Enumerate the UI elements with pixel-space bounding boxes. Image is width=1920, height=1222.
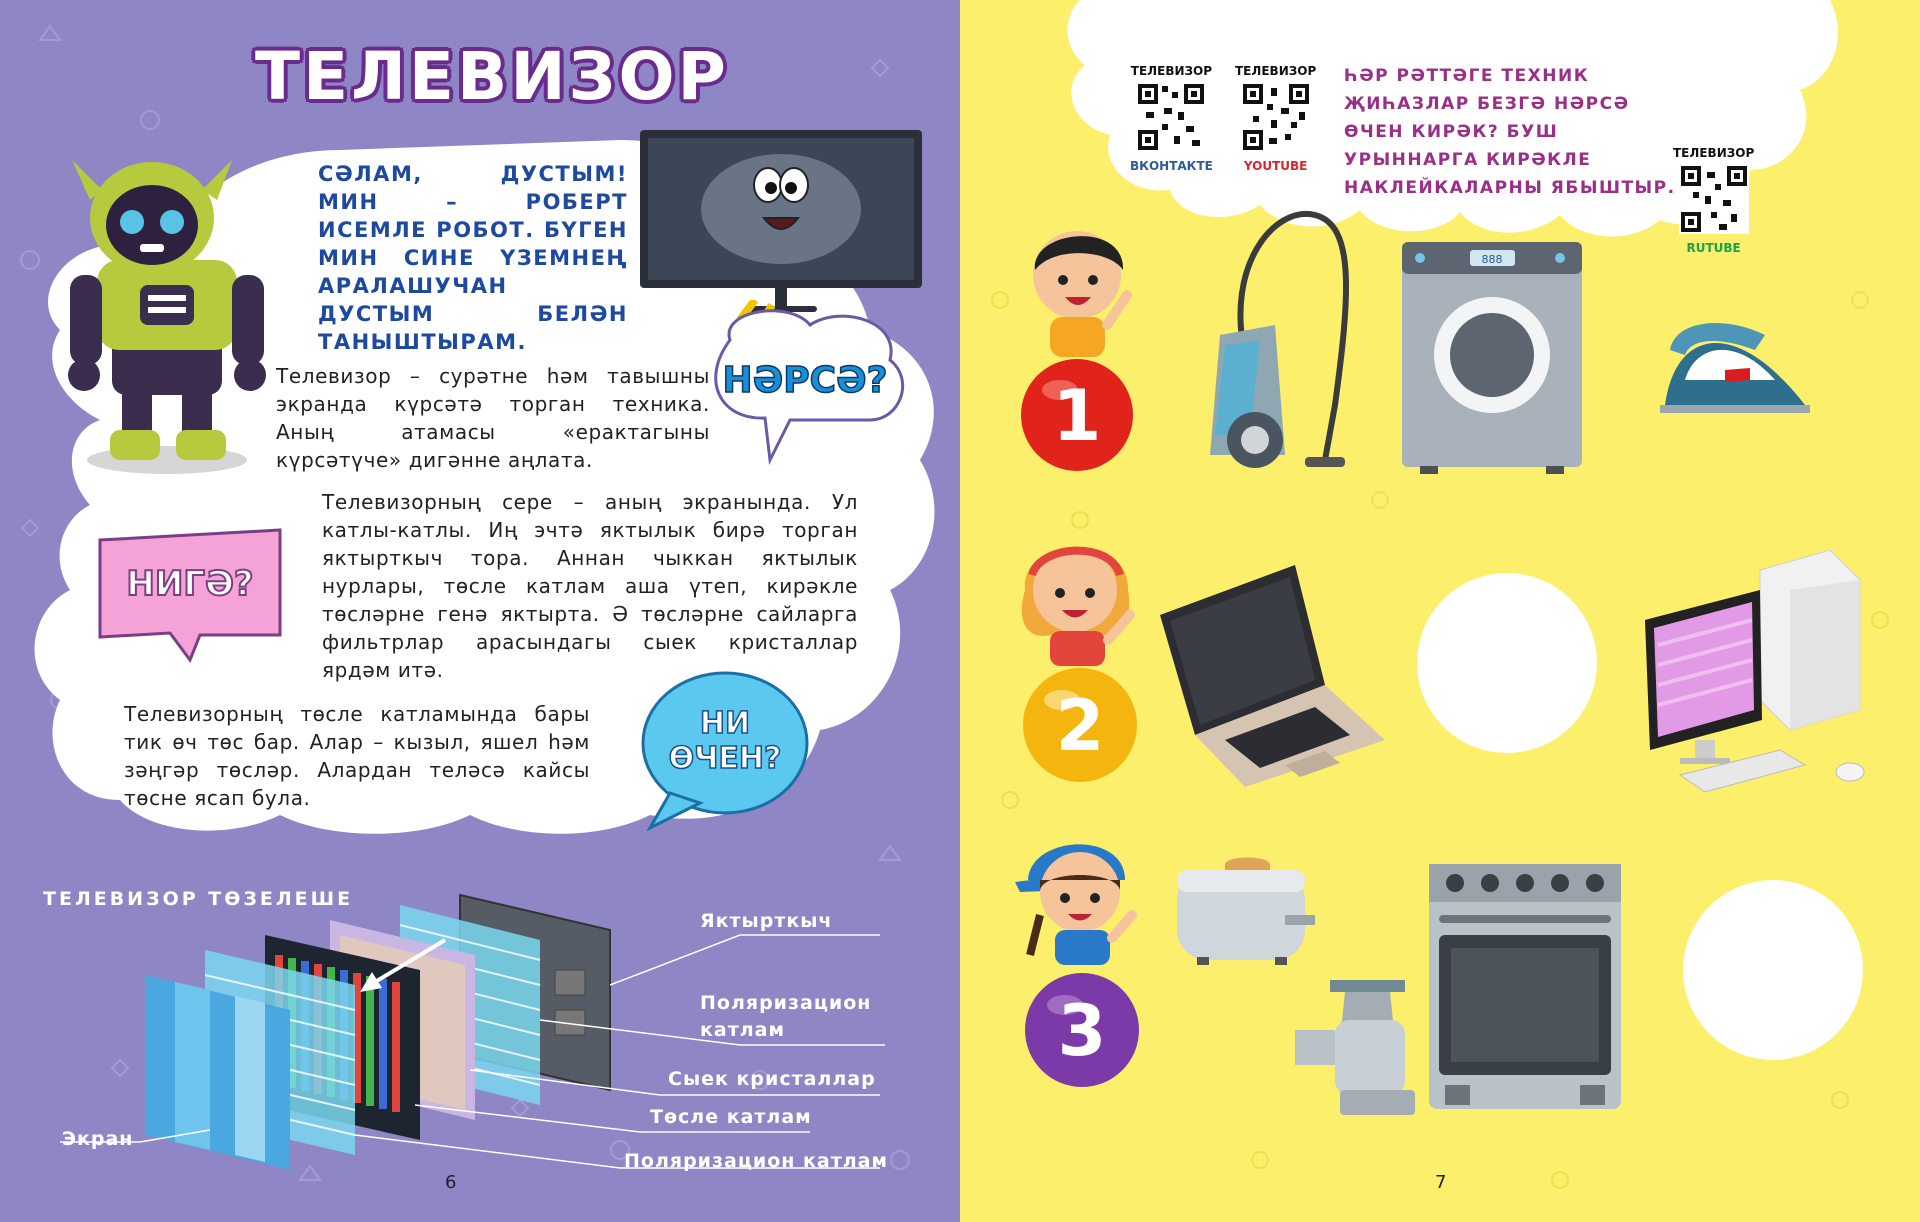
laptop-icon	[1155, 565, 1385, 790]
qr-rutube[interactable]	[1673, 146, 1754, 255]
qr-code-icon	[1241, 82, 1311, 152]
badge-what-for-line1: НИ	[699, 706, 751, 741]
right-page	[960, 0, 1920, 1222]
desktop-computer-icon	[1640, 550, 1880, 795]
badge-what-for-line2: ӨЧЕН?	[668, 741, 782, 776]
paragraph-1: Телевизор – сурәтне һәм тавышны экранда күрсәтә торган техника. Аның атамасы «ерактагыны күрсәтүче» дигәнне аңлата.	[276, 364, 710, 472]
iron-icon	[1655, 310, 1815, 420]
label-polarizer-1-line1: Поляризацион	[700, 992, 872, 1014]
qr-vk-platform: ВКОНТАКТЕ	[1130, 159, 1213, 173]
label-color-layer: Төсле катлам	[650, 1106, 812, 1128]
qr-code-icon	[1136, 82, 1206, 152]
kid-3	[1010, 830, 1150, 1090]
meat-grinder-icon	[1295, 980, 1420, 1120]
page-title: ТЕЛЕВИЗОР	[255, 38, 729, 115]
task-instruction: ҺӘР РӘТТӘГЕ ТЕХНИК ҖИҺАЗЛАР БЕЗГӘ НӘРСӘ ӨЧЕН КИРӘК? БУШ УРЫННАРГА КИРӘКЛЕ НАКЛЕЙКАЛАРНЫ ЯБЫШТЫР.	[1344, 66, 1676, 198]
sticker-slot-row-2[interactable]	[1417, 573, 1597, 753]
kid-1	[1015, 225, 1145, 475]
vacuum-cleaner-icon	[1185, 205, 1375, 475]
page-number-right: 7	[1435, 1172, 1447, 1193]
badge-what-for	[630, 668, 820, 838]
row-2-number: 2	[1055, 685, 1105, 767]
qr-vk[interactable]	[1130, 64, 1213, 173]
qr-code-icon	[1679, 164, 1749, 234]
label-screen: Экран	[62, 1128, 134, 1150]
badge-what-text: НӘРСӘ?	[722, 360, 888, 401]
washing-machine-icon	[1400, 240, 1585, 475]
diagram-title: ТЕЛЕВИЗОР ТӨЗЕЛЕШЕ	[43, 888, 354, 910]
sticker-slot-row-3[interactable]	[1683, 880, 1863, 1060]
qr-vk-label: ТЕЛЕВИЗОР	[1130, 64, 1213, 78]
label-backlight: Яктырткыч	[700, 910, 833, 932]
oven-icon	[1425, 860, 1625, 1115]
page-number-left: 6	[445, 1172, 457, 1193]
speech-tail	[225, 170, 325, 230]
washer-display: 888	[1481, 253, 1503, 266]
label-polarizer-1-line2: катлам	[700, 1019, 785, 1041]
row-3-number: 3	[1057, 990, 1107, 1072]
qr-youtube-label: ТЕЛЕВИЗОР	[1235, 64, 1317, 78]
qr-youtube-platform: YOUTUBE	[1243, 159, 1308, 173]
robot-speech: СӘЛАМ, ДУСТЫМ! МИН – РОБЕРТ ИСЕМЛЕ РОБОТ. БҮГЕН МИН СИНЕ ҮЗЕМНЕҢ АРАЛАШУЧАН ДУСТЫМ БЕЛӘН ТАНЫШТЫРАМ.	[318, 162, 628, 354]
label-liquid-crystals: Сыек кристаллар	[668, 1068, 876, 1090]
qr-rutube-platform: RUTUBE	[1686, 241, 1741, 255]
paragraph-2: Телевизорның сере – аның экранында. Ул катлы-катлы. Иң эчтә яктылык бирә торган яктырткыч тора. Аннан чыккан яктылык нурлары, төсле катлам аша үтеп, кирәкле төсләрне генә яктырта. Ә төсләрне сайларга фильтрлар арасындагы сыек кристаллар ярдәм итә.	[322, 490, 858, 682]
paragraph-3: Телевизорның төсле катламында бары тик өч төс бар. Алар – кызыл, яшел һәм зәңгәр төсләр. Алардан теләсә кайсы төсне ясап була.	[124, 702, 590, 810]
qr-rutube-label: ТЕЛЕВИЗОР	[1673, 146, 1755, 160]
kid-2	[1010, 535, 1150, 785]
row-1-number: 1	[1052, 375, 1102, 457]
badge-why-text: НИГӘ?	[126, 564, 254, 604]
qr-youtube[interactable]	[1235, 64, 1316, 173]
badge-what	[700, 300, 920, 480]
label-polarizer-2: Поляризацион катлам	[624, 1150, 889, 1172]
toaster-icon	[1175, 855, 1325, 970]
badge-why	[90, 525, 290, 665]
